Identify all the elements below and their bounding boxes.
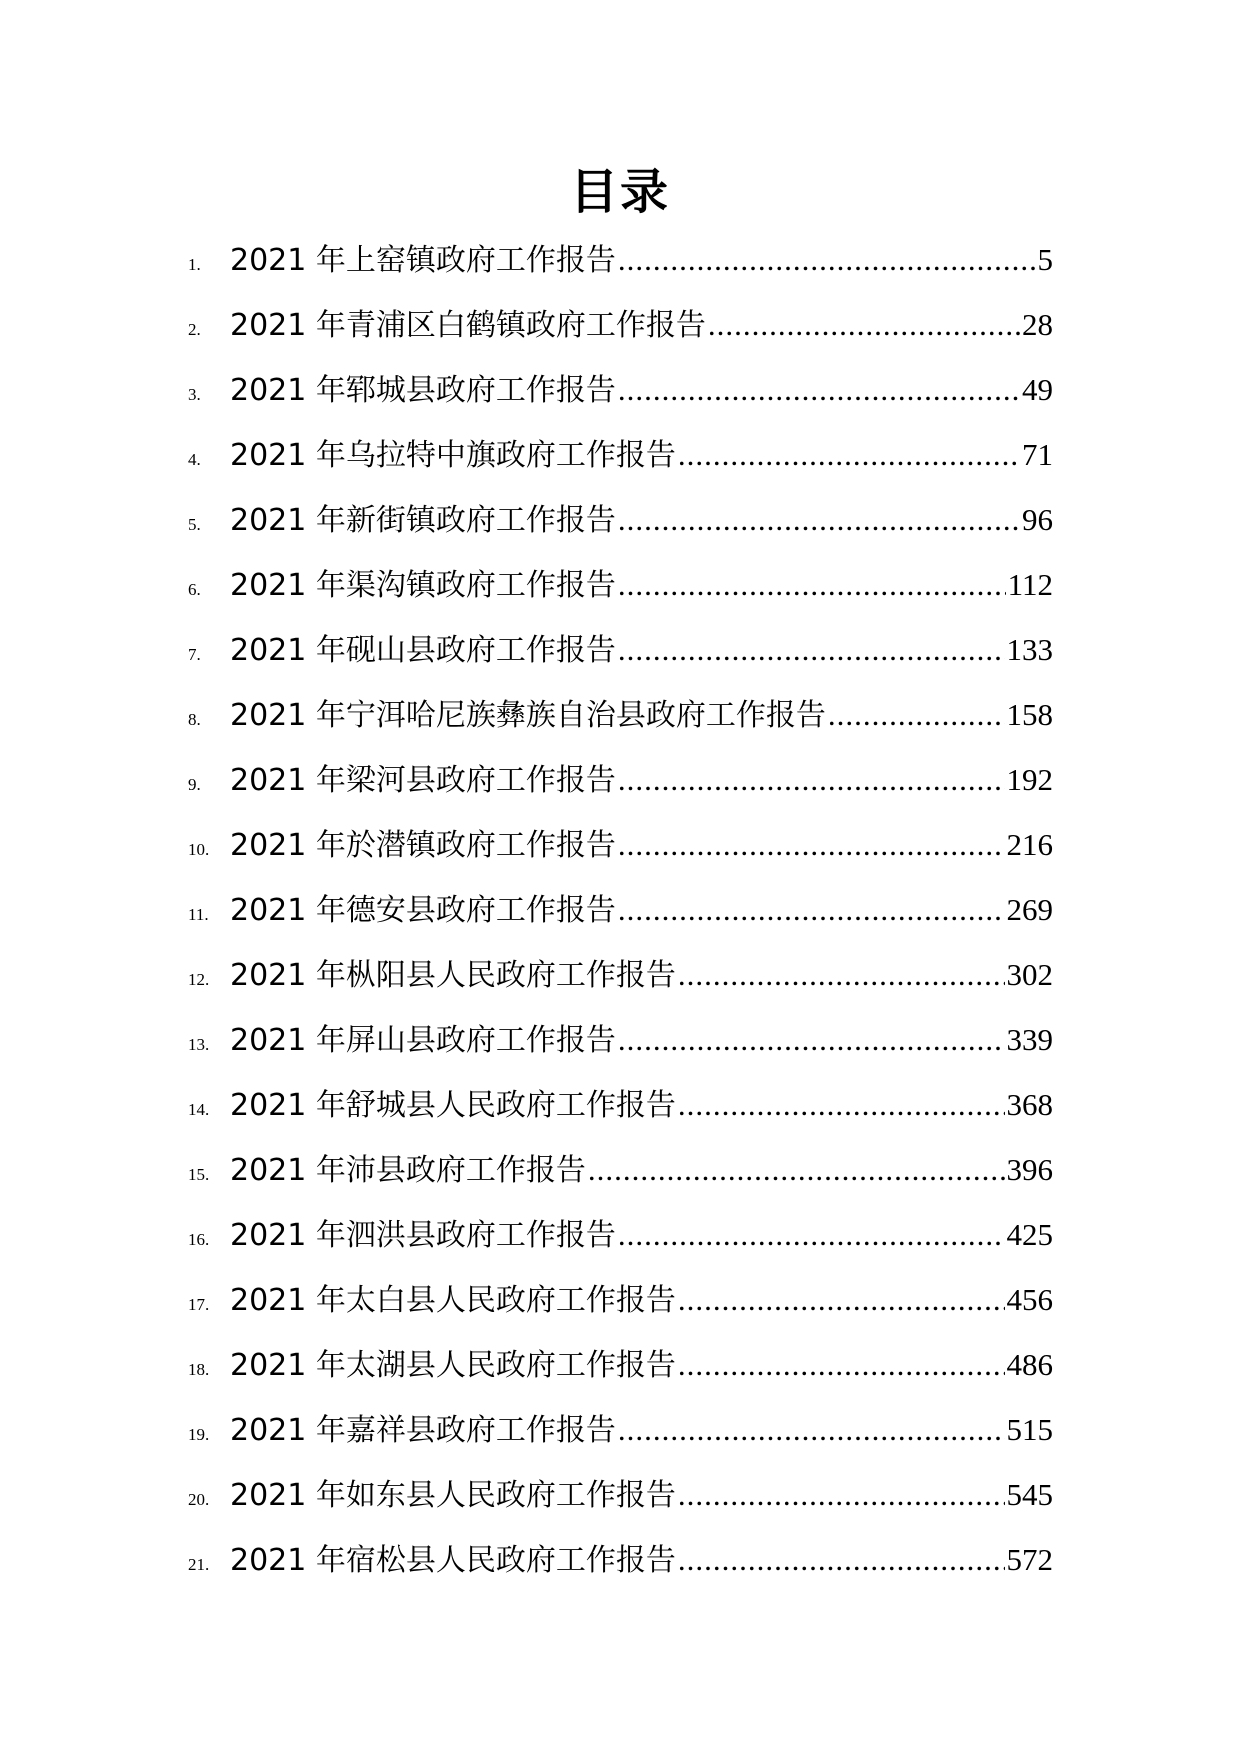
- toc-entry-number: 1.: [188, 255, 201, 274]
- toc-entry-page-number: 515: [1006, 1412, 1053, 1447]
- toc-entry-title: 2021 年宿松县人民政府工作报告: [230, 1543, 676, 1578]
- dot-leader: [618, 888, 1005, 932]
- toc-entry-title: 2021 年如东县人民政府工作报告: [230, 1478, 676, 1513]
- toc-entry-number: 3.: [188, 385, 201, 404]
- dot-leader: [618, 758, 1005, 802]
- toc-entry-number: 8.: [188, 710, 201, 729]
- toc-entry-title: 2021 年沛县政府工作报告: [230, 1153, 586, 1188]
- toc-entry-title: 2021 年新街镇政府工作报告: [230, 503, 616, 538]
- toc-entry-page-number: 216: [1006, 827, 1053, 862]
- toc-entry-title: 2021 年屏山县政府工作报告: [230, 1023, 616, 1058]
- toc-entry-page-number: 486: [1006, 1347, 1053, 1382]
- toc-entry-number: 7.: [188, 645, 201, 664]
- toc-entry[interactable]: [188, 1213, 1053, 1278]
- toc-entry-page-number: 5: [1037, 242, 1053, 277]
- toc-entry[interactable]: [188, 1278, 1053, 1343]
- toc-entry-page-number: 545: [1006, 1477, 1053, 1512]
- toc-entry[interactable]: [188, 1408, 1053, 1473]
- toc-entry-page-number: 71: [1022, 437, 1053, 472]
- toc-entry-title: 2021 年上窑镇政府工作报告: [230, 243, 616, 278]
- dot-leader: [708, 303, 1020, 347]
- toc-entry[interactable]: [188, 1018, 1053, 1083]
- toc-entry-number: 13.: [188, 1035, 210, 1054]
- toc-entry-title: 2021 年宁洱哈尼族彝族自治县政府工作报告: [230, 698, 826, 733]
- toc-entry-number: 11.: [188, 905, 209, 924]
- toc-entry[interactable]: [188, 238, 1053, 303]
- toc-entry-page-number: 133: [1006, 632, 1053, 667]
- toc-entry-title: 2021 年泗洪县政府工作报告: [230, 1218, 616, 1253]
- toc-entry[interactable]: [188, 888, 1053, 953]
- toc-title: 目录: [569, 164, 670, 220]
- toc-entry[interactable]: [188, 758, 1053, 823]
- toc-entry-number: 2.: [188, 320, 201, 339]
- toc-entry[interactable]: [188, 1343, 1053, 1408]
- toc-entry[interactable]: [188, 368, 1053, 433]
- dot-leader: [678, 433, 1020, 477]
- toc-entry-page-number: 192: [1006, 762, 1053, 797]
- toc-entry[interactable]: [188, 303, 1053, 368]
- toc-entry-title: 2021 年太白县人民政府工作报告: [230, 1283, 676, 1318]
- toc-entry-page-number: 368: [1006, 1087, 1053, 1122]
- toc-entry-page-number: 112: [1007, 567, 1053, 602]
- dot-leader: [618, 498, 1020, 542]
- toc-entry-title: 2021 年青浦区白鹤镇政府工作报告: [230, 308, 706, 343]
- toc-entry-page-number: 456: [1006, 1282, 1053, 1317]
- toc-entry-page-number: 96: [1022, 502, 1053, 537]
- toc-entry[interactable]: [188, 1473, 1053, 1538]
- dot-leader: [678, 1083, 1005, 1127]
- toc-entry[interactable]: [188, 953, 1053, 1018]
- toc-entry-number: 14.: [188, 1100, 210, 1119]
- toc-entry-title: 2021 年於潜镇政府工作报告: [230, 828, 616, 863]
- dot-leader: [618, 628, 1005, 672]
- toc-entry-page-number: 339: [1006, 1022, 1053, 1057]
- toc-entry-number: 9.: [188, 775, 201, 794]
- toc-entry-title: 2021 年太湖县人民政府工作报告: [230, 1348, 676, 1383]
- toc-entry-title: 2021 年舒城县人民政府工作报告: [230, 1088, 676, 1123]
- toc-entry[interactable]: [188, 563, 1053, 628]
- toc-entry-number: 6.: [188, 580, 201, 599]
- toc-entry[interactable]: [188, 1538, 1053, 1603]
- toc-entry-number: 4.: [188, 450, 201, 469]
- toc-entry-title: 2021 年梁河县政府工作报告: [230, 763, 616, 798]
- toc-entry[interactable]: [188, 693, 1053, 758]
- toc-entry-title: 2021 年郓城县政府工作报告: [230, 373, 616, 408]
- toc-entry-title: 2021 年砚山县政府工作报告: [230, 633, 616, 668]
- toc-entry-number: 18.: [188, 1360, 210, 1379]
- toc-list: [188, 238, 1053, 1603]
- toc-entry-number: 17.: [188, 1295, 210, 1314]
- toc-entry[interactable]: [188, 1148, 1053, 1213]
- toc-entry-title: 2021 年乌拉特中旗政府工作报告: [230, 438, 676, 473]
- dot-leader: [618, 1213, 1005, 1257]
- dot-leader: [618, 563, 1006, 607]
- toc-entry-page-number: 269: [1006, 892, 1053, 927]
- toc-entry[interactable]: [188, 628, 1053, 693]
- toc-entry-page-number: 28: [1022, 307, 1053, 342]
- toc-entry-number: 15.: [188, 1165, 210, 1184]
- dot-leader: [678, 1538, 1005, 1582]
- toc-entry-title: 2021 年德安县政府工作报告: [230, 893, 616, 928]
- toc-entry[interactable]: [188, 498, 1053, 563]
- toc-entry-number: 10.: [188, 840, 210, 859]
- toc-entry-page-number: 572: [1006, 1542, 1053, 1577]
- toc-entry-title: 2021 年嘉祥县政府工作报告: [230, 1413, 616, 1448]
- toc-entry[interactable]: [188, 1083, 1053, 1148]
- toc-entry-page-number: 49: [1022, 372, 1053, 407]
- toc-entry-page-number: 158: [1006, 697, 1053, 732]
- toc-entry-page-number: 396: [1006, 1152, 1053, 1187]
- toc-entry-number: 20.: [188, 1490, 210, 1509]
- toc-entry[interactable]: [188, 433, 1053, 498]
- dot-leader: [618, 368, 1020, 412]
- dot-leader: [678, 1343, 1005, 1387]
- dot-leader: [618, 1018, 1005, 1062]
- toc-entry-number: 12.: [188, 970, 210, 989]
- toc-entry-page-number: 425: [1006, 1217, 1053, 1252]
- dot-leader: [678, 1278, 1005, 1322]
- toc-entry-number: 19.: [188, 1425, 210, 1444]
- dot-leader: [618, 823, 1005, 867]
- dot-leader: [828, 693, 1005, 737]
- toc-entry-title: 2021 年枞阳县人民政府工作报告: [230, 958, 676, 993]
- toc-entry[interactable]: [188, 823, 1053, 888]
- dot-leader: [618, 238, 1036, 282]
- toc-entry-title: 2021 年渠沟镇政府工作报告: [230, 568, 616, 603]
- toc-entry-number: 21.: [188, 1555, 210, 1574]
- dot-leader: [618, 1408, 1005, 1452]
- dot-leader: [678, 953, 1005, 997]
- toc-entry-page-number: 302: [1006, 957, 1053, 992]
- toc-entry-number: 5.: [188, 515, 201, 534]
- toc-entry-number: 16.: [188, 1230, 210, 1249]
- dot-leader: [678, 1473, 1005, 1517]
- dot-leader: [588, 1148, 1005, 1192]
